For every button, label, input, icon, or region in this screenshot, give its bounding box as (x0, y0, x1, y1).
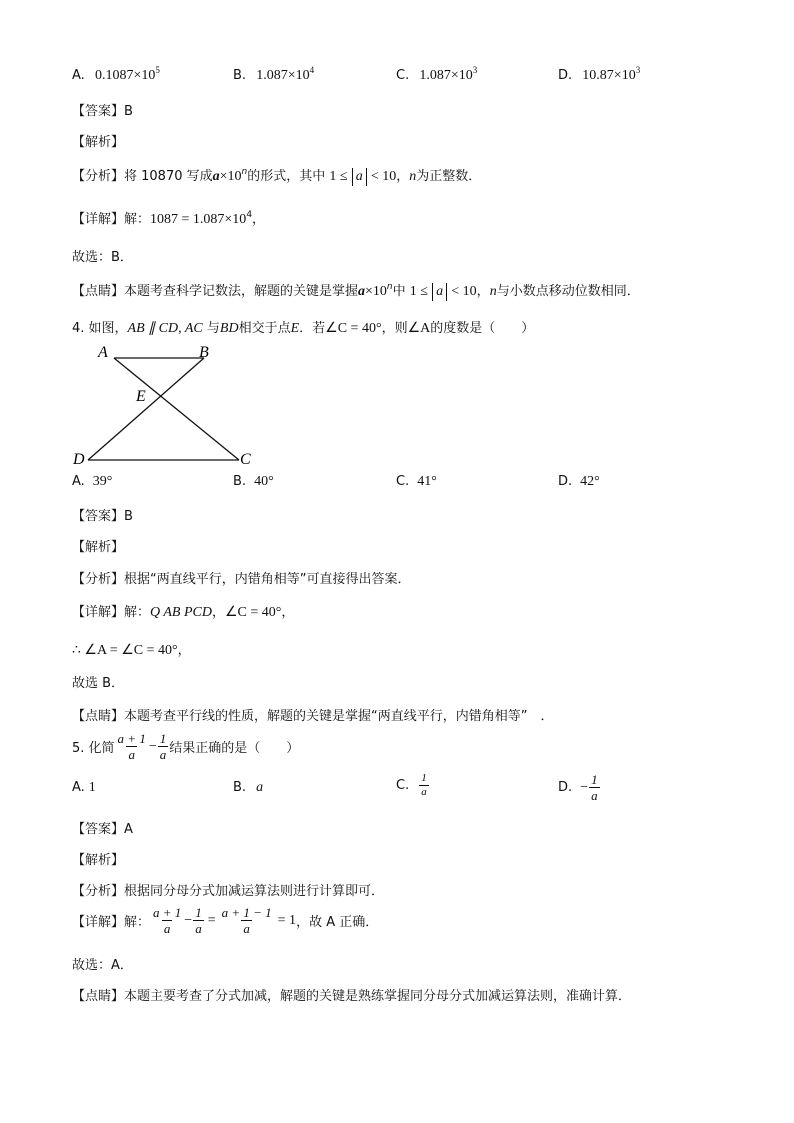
point-label-e: E (136, 388, 146, 405)
q4-answer: 【答案】B (72, 509, 133, 524)
point-label-c: C (240, 451, 251, 468)
q5-option-d: D. − $\frac{1}{a}$ (558, 772, 598, 803)
q5-option-b: B. a (233, 780, 264, 795)
q4-fenxi: 【分析】根据“两直线平行，内错角相等”可直接得出答案． (72, 572, 411, 587)
q4-option-b: B. 40° (233, 474, 274, 489)
fraction: $\frac{1}{a}$ (591, 772, 598, 803)
q5-conclusion: 故选：A． (72, 958, 133, 973)
q3-option-d (558, 65, 641, 84)
segment-bd (88, 358, 204, 460)
option-value: $10.87\times 10^3$ (582, 65, 641, 83)
q5-analysis-heading: 【解析】 (72, 853, 125, 868)
q3-xiangjie: 【详解】解：$1087 = 1.087\times 10^4$， (72, 210, 266, 227)
option-label: A. (72, 68, 85, 83)
option-label: C. (396, 68, 410, 83)
q3-analysis-heading: 【解析】 (72, 135, 125, 150)
q4-xiangjie: 【详解】解：Q AB PCD，∠C = 40°， (72, 605, 295, 620)
q5-option-c: C. $\frac{1}{a}$ (396, 772, 427, 798)
fraction: $\frac{a + 1}{a}$ (153, 905, 182, 936)
fraction: $\frac{1}{a}$ (421, 772, 427, 798)
q5-fenxi: 【分析】根据同分母分式加减运算法则进行计算即可． (72, 884, 385, 899)
fraction: $\frac{a + 1}{a}$ (117, 731, 146, 762)
fraction: $\frac{1}{a}$ (195, 905, 202, 936)
figure-lines (88, 358, 239, 460)
abs-value: a (432, 283, 447, 301)
q4-dianjing: 【点睛】本题考查平行线的性质，解题的关键是掌握“两直线平行，内错角相等” ． (72, 709, 554, 724)
q4-conclusion: 故选 B． (72, 676, 125, 691)
q3-option-b (233, 65, 315, 84)
point-label-b: B (199, 344, 209, 361)
segment-ac (114, 358, 239, 460)
q5-stem: 5. 化简 $\frac{a + 1}{a}$ − $\frac{1}{a}$ 结果正确的是（ ） (72, 731, 300, 762)
fraction: $\frac{1}{a}$ (159, 731, 167, 762)
q5-answer: 【答案】A (72, 822, 133, 837)
option-value: $1.087\times 10^3$ (419, 65, 478, 83)
q3-conclusion: 故选：B． (72, 250, 133, 265)
fraction: $\frac{a + 1 - 1}{a}$ (221, 905, 272, 936)
option-label: B. (233, 68, 247, 83)
point-label-d: D (73, 451, 85, 468)
q4-therefore: ∴ ∠A = ∠C = 40°， (72, 643, 191, 658)
q5-option-a: A. 1 (72, 780, 96, 795)
q4-option-d: D. 42° (558, 474, 600, 489)
q3-answer: 【答案】B (72, 104, 133, 119)
q4-figure (64, 338, 274, 468)
q3-fenxi: 【分析】将 10870 写成$a\times 10^n$的形式，其中 1 ≤ a < 10，n为正整数． (72, 167, 482, 184)
q4-option-c: C. 41° (396, 474, 437, 489)
point-label-a: A (98, 344, 108, 361)
option-value: $1.087\times 10^4$ (256, 65, 315, 83)
q4-analysis-heading: 【解析】 (72, 540, 125, 555)
q3-dianjing: 【点睛】本题考查科学记数法，解题的关键是掌握$a\times 10^n$中 1 ≤ a < 10，n与小数点移动位数相同． (72, 282, 640, 299)
q4-option-a: A. 39° (72, 474, 113, 489)
q4-stem: 4. 如图，AB ∥ CD, AC 与BD相交于点E．若∠C = 40°，则∠A的度数是（ ） (72, 321, 535, 336)
q3-option-a (72, 65, 160, 84)
abs-value: a (352, 168, 367, 186)
q5-dianjing: 【点睛】本题主要考查了分式加减，解题的关键是熟练掌握同分母分式加减运算法则，准确计算． (72, 989, 632, 1004)
q3-option-c (396, 65, 478, 84)
option-label: D. (558, 68, 573, 83)
q5-xiangjie: 【详解】解： $\frac{a + 1}{a}$ − $\frac{1}{a}$ = $\frac{a + 1 - 1}{a}$ = 1 ，故 A 正确． (72, 905, 379, 936)
option-value: $0.1087\times 10^5$ (94, 65, 160, 83)
